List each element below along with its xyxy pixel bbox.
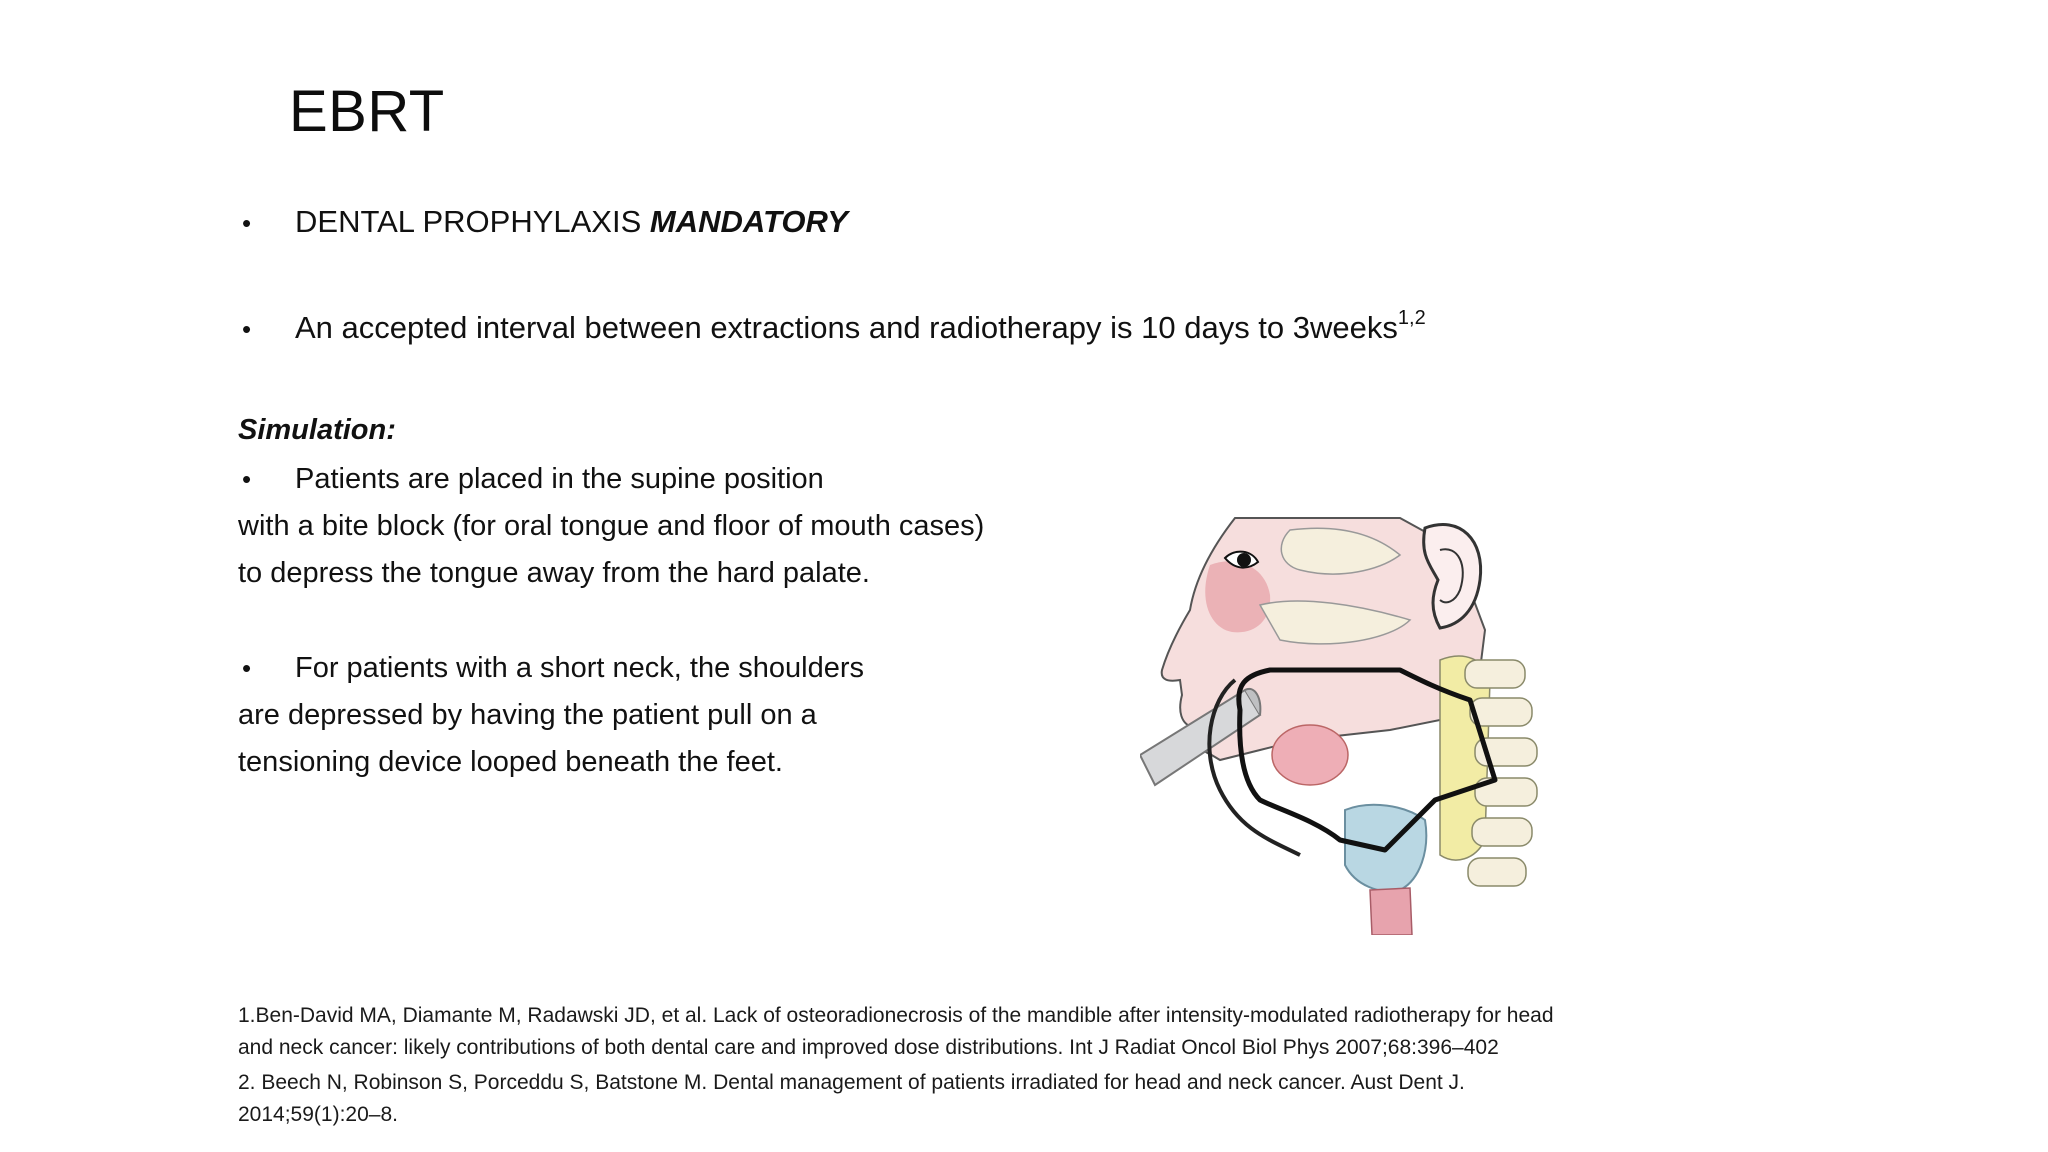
head-neck-anatomy-icon xyxy=(1140,510,1580,935)
simulation-line: • Patients are placed in the supine position xyxy=(238,456,984,503)
bullet-dot: • xyxy=(242,208,252,238)
bullet-emphasis: MANDATORY xyxy=(649,204,848,239)
simulation-item-short-neck xyxy=(238,645,864,786)
simulation-line: tensioning device looped beneath the feet. xyxy=(238,746,783,778)
bullet-extraction-interval xyxy=(242,307,1426,346)
cervical-spine xyxy=(1440,656,1537,886)
tongue xyxy=(1272,725,1348,785)
references xyxy=(238,1000,1738,1134)
simulation-line: are depressed by having the patient pull on a xyxy=(238,699,817,731)
slide-title: EBRT xyxy=(289,79,445,144)
reference-2: 2. Beech N, Robinson S, Porceddu S, Batstone M. Dental management of patients irradiated for head and neck cancer. Aust Dent J. 2014;59(1):20–8. xyxy=(238,1071,1465,1126)
simulation-heading: Simulation: xyxy=(238,414,396,446)
citation-superscript: 1,2 xyxy=(1397,307,1426,329)
simulation-line: • For patients with a short neck, the shoulders xyxy=(238,645,864,692)
bullet-dot: • xyxy=(242,314,252,344)
simulation-item-supine xyxy=(238,456,984,597)
bullet-dot: • xyxy=(242,653,252,683)
bullet-dental-prophylaxis xyxy=(242,204,848,240)
trachea xyxy=(1370,888,1412,935)
bullet-dot: • xyxy=(242,464,252,494)
simulation-line: to depress the tongue away from the hard palate. xyxy=(238,557,870,589)
reference-1: 1.Ben-David MA, Diamante M, Radawski JD, et al. Lack of osteoradionecrosis of the mandible after intensity-modulated radiotherapy for head and neck cancer: likely contributions of both dental care and improved dose distributions. Int J Radiat Oncol Biol Phys 2007;68:396–402 xyxy=(238,1004,1554,1059)
bullet-text: DENTAL PROPHYLAXIS xyxy=(295,204,650,239)
simulation-line: with a bite block (for oral tongue and floor of mouth cases) xyxy=(238,510,985,542)
bullet-text: An accepted interval between extractions and radiotherapy is 10 days to 3weeks xyxy=(295,310,1398,345)
